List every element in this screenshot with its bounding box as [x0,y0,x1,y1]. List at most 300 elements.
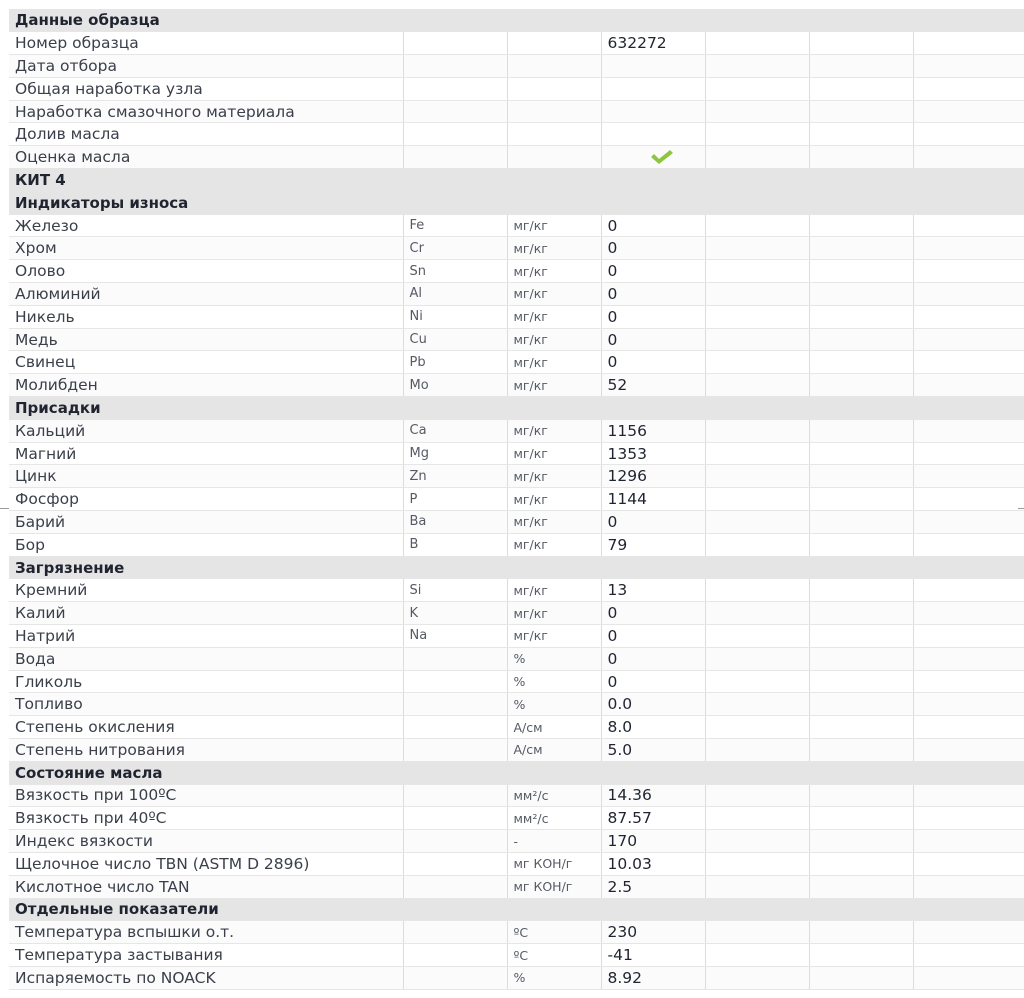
row-value: 0 [601,260,705,283]
row-name: Вязкость при 100ºC [9,784,403,807]
empty-cell [809,852,913,875]
row-unit: мг/кг [507,260,601,283]
row-symbol: Fe [403,214,507,237]
row-name: Фосфор [9,488,403,511]
empty-cell [913,625,1024,648]
table-row [9,602,1024,625]
row-unit: мг КОН/г [507,875,601,898]
table-row [9,351,1024,374]
row-unit: мг/кг [507,533,601,556]
row-value: 0 [601,214,705,237]
empty-cell [705,283,809,306]
row-symbol: Mo [403,374,507,397]
empty-cell [913,465,1024,488]
empty-cell [913,237,1024,260]
empty-cell [913,852,1024,875]
empty-cell [809,77,913,100]
row-name: Степень нитрования [9,739,403,762]
empty-cell [809,283,913,306]
table-row [9,944,1024,967]
empty-cell [705,533,809,556]
empty-cell [809,716,913,739]
row-symbol: Zn [403,465,507,488]
empty-cell [809,32,913,55]
row-name: Топливо [9,693,403,716]
section-header [9,397,1024,420]
row-value [601,123,705,146]
row-name: Оценка масла [9,146,403,169]
row-name: Олово [9,260,403,283]
empty-cell [705,419,809,442]
row-name: Кислотное число TAN [9,875,403,898]
empty-cell [809,442,913,465]
empty-cell [705,237,809,260]
empty-cell [913,55,1024,78]
empty-cell [705,214,809,237]
row-unit: мг/кг [507,419,601,442]
row-unit: мг/кг [507,374,601,397]
row-unit: мг/кг [507,283,601,306]
row-symbol [403,670,507,693]
empty-cell [705,875,809,898]
row-symbol [403,647,507,670]
row-value: 0 [601,237,705,260]
row-value [601,100,705,123]
row-value [601,55,705,78]
table-row [9,146,1024,169]
row-name: Никель [9,305,403,328]
row-unit: мг/кг [507,602,601,625]
row-value: 0 [601,625,705,648]
row-unit: - [507,830,601,853]
row-unit: А/см [507,739,601,762]
row-value: 1296 [601,465,705,488]
section-title: Отдельные показатели [9,898,1024,921]
row-value: 0 [601,602,705,625]
section-title: Присадки [9,397,1024,420]
row-symbol [403,830,507,853]
empty-cell [809,146,913,169]
row-value: 8.92 [601,966,705,989]
section-header [9,556,1024,579]
row-unit: А/см [507,716,601,739]
section-header [9,898,1024,921]
row-value: 1156 [601,419,705,442]
empty-cell [809,830,913,853]
empty-cell [913,830,1024,853]
empty-cell [705,966,809,989]
empty-cell [809,260,913,283]
oil-analysis-table-body [9,9,1024,989]
row-value: 14.36 [601,784,705,807]
row-unit: мг КОН/г [507,852,601,875]
section-header [9,191,1024,214]
row-value: -41 [601,944,705,967]
section-title: Состояние масла [9,761,1024,784]
row-symbol [403,100,507,123]
empty-cell [809,784,913,807]
row-unit: мг/кг [507,214,601,237]
row-value: 2.5 [601,875,705,898]
empty-cell [913,739,1024,762]
empty-cell [913,944,1024,967]
row-symbol [403,875,507,898]
row-name: Бор [9,533,403,556]
left-margin-tick [0,508,9,509]
row-symbol: B [403,533,507,556]
empty-cell [913,374,1024,397]
row-unit [507,146,601,169]
row-symbol: Si [403,579,507,602]
row-name: Испаряемость по NOACK [9,966,403,989]
empty-cell [913,784,1024,807]
row-name: Кремний [9,579,403,602]
row-symbol [403,32,507,55]
empty-cell [809,123,913,146]
row-name: Барий [9,511,403,534]
row-value: 0 [601,305,705,328]
table-row [9,739,1024,762]
section-title: Загрязнение [9,556,1024,579]
table-row [9,966,1024,989]
row-unit: ºC [507,921,601,944]
row-name: Общая наработка узла [9,77,403,100]
empty-cell [809,419,913,442]
row-name: Натрий [9,625,403,648]
row-name: Температура застывания [9,944,403,967]
empty-cell [705,670,809,693]
row-symbol: K [403,602,507,625]
row-name: Дата отбора [9,55,403,78]
empty-cell [705,260,809,283]
row-value: 170 [601,830,705,853]
empty-cell [913,123,1024,146]
empty-cell [913,716,1024,739]
row-unit [507,32,601,55]
empty-cell [913,146,1024,169]
section-title: Данные образца [9,9,1024,32]
row-unit: мм²/с [507,784,601,807]
empty-cell [809,944,913,967]
empty-cell [913,100,1024,123]
row-unit: % [507,647,601,670]
oil-analysis-table [9,9,1024,990]
row-value: 0 [601,283,705,306]
table-row [9,693,1024,716]
row-name: Индекс вязкости [9,830,403,853]
row-value: 0 [601,351,705,374]
empty-cell [913,875,1024,898]
row-unit: мг/кг [507,488,601,511]
empty-cell [809,670,913,693]
empty-cell [913,511,1024,534]
row-name: Вода [9,647,403,670]
empty-cell [913,807,1024,830]
row-name: Степень окисления [9,716,403,739]
table-row [9,55,1024,78]
row-name: Гликоль [9,670,403,693]
empty-cell [705,784,809,807]
empty-cell [809,875,913,898]
empty-cell [809,305,913,328]
table-row [9,305,1024,328]
row-value: 0 [601,511,705,534]
empty-cell [913,488,1024,511]
row-unit [507,100,601,123]
empty-cell [705,852,809,875]
empty-cell [809,579,913,602]
empty-cell [913,328,1024,351]
empty-cell [913,533,1024,556]
empty-cell [809,921,913,944]
empty-cell [809,602,913,625]
section-header [9,9,1024,32]
empty-cell [913,966,1024,989]
table-row [9,830,1024,853]
kit-label: КИТ 4 [9,169,1024,192]
table-row [9,260,1024,283]
empty-cell [809,351,913,374]
row-unit: мг/кг [507,625,601,648]
row-unit: ºC [507,944,601,967]
empty-cell [913,32,1024,55]
row-name: Цинк [9,465,403,488]
row-symbol [403,693,507,716]
empty-cell [705,32,809,55]
empty-cell [809,807,913,830]
row-symbol: Ba [403,511,507,534]
empty-cell [705,921,809,944]
row-symbol [403,716,507,739]
table-row [9,465,1024,488]
table-row [9,419,1024,442]
table-row [9,488,1024,511]
row-unit: мг/кг [507,237,601,260]
table-row [9,237,1024,260]
table-row [9,442,1024,465]
table-row [9,852,1024,875]
empty-cell [705,374,809,397]
row-unit: мг/кг [507,328,601,351]
empty-cell [913,647,1024,670]
row-unit: мг/кг [507,579,601,602]
row-name: Наработка смазочного материала [9,100,403,123]
empty-cell [705,465,809,488]
empty-cell [809,55,913,78]
empty-cell [913,579,1024,602]
empty-cell [705,716,809,739]
row-name: Номер образца [9,32,403,55]
row-value: 87.57 [601,807,705,830]
row-unit: мг/кг [507,351,601,374]
empty-cell [809,100,913,123]
row-symbol: Na [403,625,507,648]
row-symbol [403,784,507,807]
row-name: Температура вспышки о.т. [9,921,403,944]
table-row [9,670,1024,693]
row-name: Щелочное число TBN (ASTM D 2896) [9,852,403,875]
empty-cell [705,55,809,78]
table-row [9,647,1024,670]
empty-cell [913,693,1024,716]
empty-cell [913,670,1024,693]
row-value: 1353 [601,442,705,465]
empty-cell [705,442,809,465]
table-row [9,533,1024,556]
row-symbol: Cr [403,237,507,260]
row-value: 0 [601,670,705,693]
row-symbol [403,123,507,146]
row-unit [507,123,601,146]
table-row [9,32,1024,55]
empty-cell [705,305,809,328]
empty-cell [705,488,809,511]
row-symbol: Al [403,283,507,306]
row-unit: % [507,693,601,716]
section-title: Индикаторы износа [9,191,1024,214]
row-symbol: Mg [403,442,507,465]
row-value [601,77,705,100]
table-row [9,511,1024,534]
row-name: Вязкость при 40ºC [9,807,403,830]
row-symbol: Sn [403,260,507,283]
row-name: Долив масла [9,123,403,146]
section-header [9,169,1024,192]
row-symbol [403,77,507,100]
empty-cell [913,305,1024,328]
empty-cell [809,237,913,260]
row-name: Медь [9,328,403,351]
row-value: 0 [601,328,705,351]
row-symbol: Pb [403,351,507,374]
row-unit: мг/кг [507,511,601,534]
empty-cell [809,488,913,511]
table-row [9,214,1024,237]
row-name: Хром [9,237,403,260]
empty-cell [913,602,1024,625]
empty-cell [913,921,1024,944]
row-symbol [403,807,507,830]
empty-cell [705,100,809,123]
table-row [9,625,1024,648]
row-value: 10.03 [601,852,705,875]
empty-cell [809,465,913,488]
empty-cell [705,830,809,853]
row-value: 632272 [601,32,705,55]
empty-cell [913,442,1024,465]
empty-cell [705,647,809,670]
empty-cell [705,693,809,716]
table-row [9,921,1024,944]
table-row [9,283,1024,306]
empty-cell [809,511,913,534]
row-symbol [403,55,507,78]
table-row [9,716,1024,739]
row-unit: % [507,670,601,693]
empty-cell [705,625,809,648]
empty-cell [809,214,913,237]
row-symbol [403,944,507,967]
empty-cell [809,966,913,989]
empty-cell [809,328,913,351]
row-name: Свинец [9,351,403,374]
row-unit: мг/кг [507,305,601,328]
empty-cell [809,693,913,716]
table-row [9,784,1024,807]
row-value: 0 [601,647,705,670]
table-row [9,100,1024,123]
empty-cell [913,77,1024,100]
table-row [9,579,1024,602]
table-row [9,875,1024,898]
row-value: 52 [601,374,705,397]
empty-cell [809,625,913,648]
row-symbol [403,966,507,989]
row-value: 79 [601,533,705,556]
empty-cell [705,351,809,374]
table-row [9,123,1024,146]
row-symbol: Ca [403,419,507,442]
table-row [9,328,1024,351]
row-unit [507,77,601,100]
empty-cell [705,602,809,625]
empty-cell [913,351,1024,374]
row-unit [507,55,601,78]
row-name: Железо [9,214,403,237]
empty-cell [809,647,913,670]
empty-cell [809,533,913,556]
row-value: 13 [601,579,705,602]
row-symbol [403,852,507,875]
empty-cell [705,944,809,967]
row-name: Магний [9,442,403,465]
row-value [601,146,705,169]
checkmark-icon [650,149,674,165]
empty-cell [705,807,809,830]
row-symbol [403,921,507,944]
row-symbol: Cu [403,328,507,351]
section-header [9,761,1024,784]
empty-cell [705,739,809,762]
empty-cell [705,77,809,100]
row-symbol: Ni [403,305,507,328]
row-symbol: P [403,488,507,511]
table-row [9,374,1024,397]
row-value: 0.0 [601,693,705,716]
empty-cell [705,146,809,169]
row-value: 8.0 [601,716,705,739]
empty-cell [913,419,1024,442]
empty-cell [705,123,809,146]
empty-cell [913,214,1024,237]
row-value: 5.0 [601,739,705,762]
row-unit: мг/кг [507,465,601,488]
row-symbol [403,146,507,169]
empty-cell [809,739,913,762]
row-unit: мг/кг [507,442,601,465]
empty-cell [809,374,913,397]
row-name: Молибден [9,374,403,397]
table-row [9,77,1024,100]
row-name: Алюминий [9,283,403,306]
empty-cell [705,328,809,351]
row-value: 230 [601,921,705,944]
row-unit: % [507,966,601,989]
table-row [9,807,1024,830]
row-unit: мм²/с [507,807,601,830]
row-name: Калий [9,602,403,625]
empty-cell [913,283,1024,306]
